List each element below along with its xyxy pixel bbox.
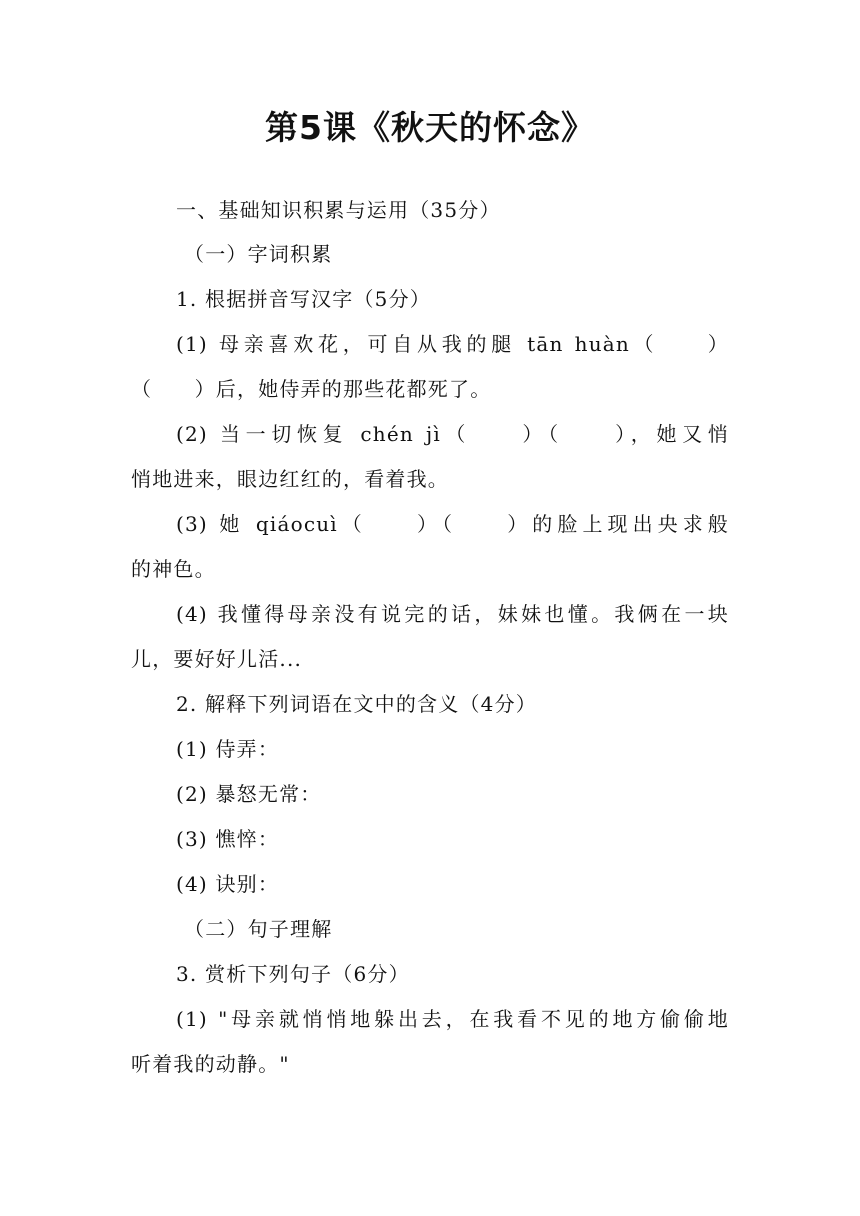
question-2-heading: 2. 解释下列词语在文中的含义（4分）: [176, 692, 537, 716]
question-2-item: (1) 侍弄：: [176, 737, 280, 761]
subsection-heading: （一）字词积累: [184, 242, 333, 266]
question-1-heading: 1. 根据拼音写汉字（5分）: [176, 287, 431, 311]
subsection-heading: （二）句子理解: [184, 917, 333, 941]
page-title: 第5课《秋天的怀念》: [265, 108, 595, 147]
question-1-item-2-line-2: 悄地进来，眼边红红的，看着我。: [131, 467, 449, 491]
question-1-item-1-line-2: （ ）后，她侍弄的那些花都死了。: [131, 377, 492, 401]
question-3-item-1-line-2: 听着我的动静。": [131, 1052, 290, 1076]
question-3-item-1-line-1: (1) "母亲就悄悄地躲出去，在我看不见的地方偷偷地: [176, 1007, 729, 1031]
question-3-heading: 3. 赏析下列句子（6分）: [176, 962, 410, 986]
question-2-item: (4) 诀别：: [176, 872, 280, 896]
question-1-item-3-line-2: 的神色。: [131, 557, 216, 581]
section-heading: 一、基础知识积累与运用（35分）: [176, 198, 501, 222]
question-1-item-3-line-1: (3) 她 qiáocuì（ ）（ ）的脸上现出央求般: [176, 512, 729, 536]
question-1-item-4-line-1: (4) 我懂得母亲没有说完的话，妹妹也懂。我俩在一块: [176, 602, 729, 626]
question-2-item: (2) 暴怒无常：: [176, 782, 322, 806]
question-1-item-1-line-1: (1) 母亲喜欢花，可自从我的腿 tān huàn（ ）: [176, 332, 729, 356]
question-1-item-4-line-2: 儿，要好好儿活...: [131, 647, 303, 671]
question-2-item: (3) 憔悴：: [176, 827, 280, 851]
question-1-item-2-line-1: (2) 当一切恢复 chén jì（ ）（ ），她又悄: [176, 422, 729, 446]
